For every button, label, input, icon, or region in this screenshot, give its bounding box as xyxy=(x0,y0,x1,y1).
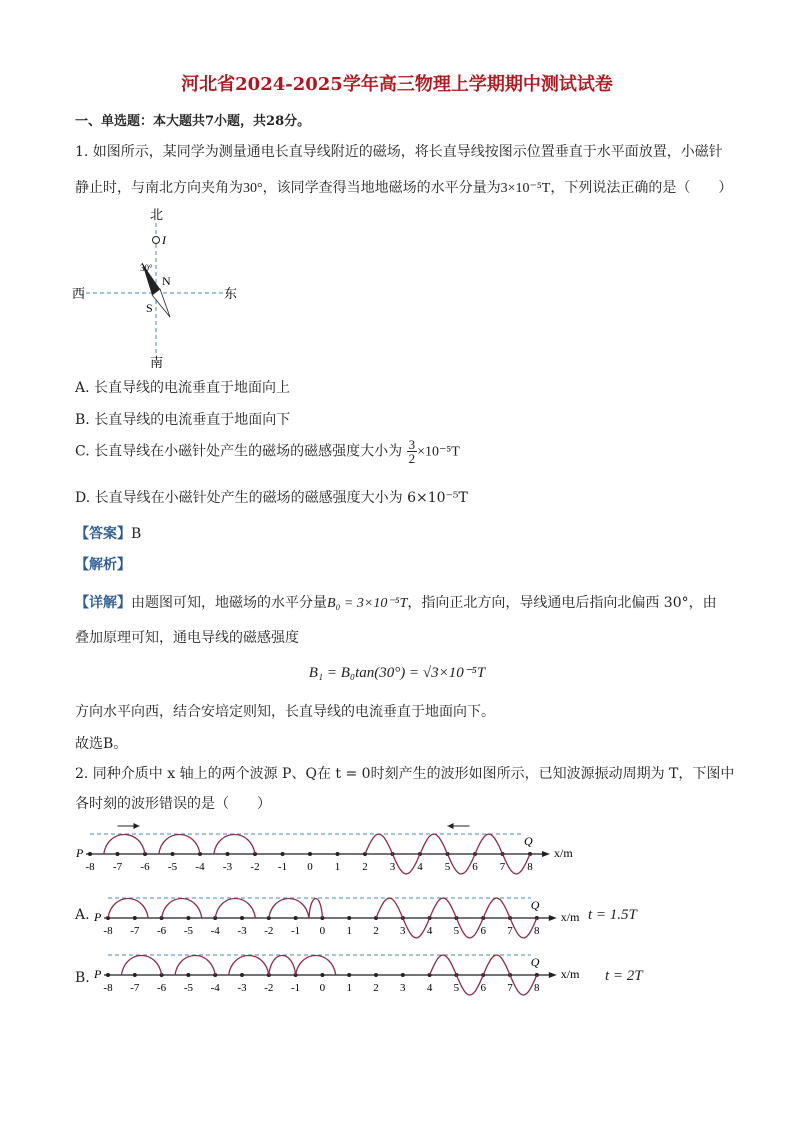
tick-label: 3 xyxy=(400,925,406,937)
tick-label: -3 xyxy=(237,982,247,994)
wave-crest-p xyxy=(162,899,202,919)
q2-option-a-time: t = 1.5T xyxy=(588,907,637,923)
wave-crest-p xyxy=(159,835,200,855)
tick-label: -1 xyxy=(277,861,288,873)
tick-label: 8 xyxy=(534,925,540,937)
x-axis-arrow-icon xyxy=(542,851,550,857)
answer-tag: 【答案】 xyxy=(75,526,131,542)
tick-dot xyxy=(281,852,285,856)
tick-label: -5 xyxy=(183,982,193,994)
wave-figure-t0 xyxy=(70,818,650,884)
section-heading: 一、单选题：本大题共7小题，共28分。 xyxy=(75,114,311,129)
x-axis-label: x/m xyxy=(560,967,580,981)
tick-label: 2 xyxy=(362,861,368,873)
label-east: 东 xyxy=(224,286,238,301)
wave-crest-p xyxy=(214,835,255,855)
tick-label: 5 xyxy=(453,982,460,994)
tick-label: 6 xyxy=(480,982,486,994)
analysis-heading xyxy=(75,555,131,575)
tick-label: 4 xyxy=(426,925,433,937)
tick-dot xyxy=(320,973,324,977)
tick-label: -8 xyxy=(103,925,113,937)
tick-label: 6 xyxy=(472,861,478,873)
q2-option-b: B. xyxy=(75,970,90,986)
propagation-arrowhead-icon xyxy=(448,823,454,829)
tick-label: -2 xyxy=(264,982,274,994)
source-p-label: P xyxy=(76,846,84,860)
tick-dot xyxy=(226,852,230,856)
tick-label: 7 xyxy=(507,982,513,994)
q1-detail-line1 xyxy=(75,593,717,614)
tick-label: 0 xyxy=(319,982,326,994)
tick-dot xyxy=(133,973,137,977)
tick-label: -7 xyxy=(130,925,140,937)
q1-angle: 30° xyxy=(243,181,263,196)
tick-label: 5 xyxy=(453,925,460,937)
source-q-label: Q xyxy=(524,834,533,848)
detail-text-1-tail: ，指向正北方向，导线通电后指向北偏西 30°，由 xyxy=(407,595,717,611)
tick-label: 1 xyxy=(334,861,341,873)
label-north: 北 xyxy=(150,207,164,222)
q1-stem-line2 xyxy=(75,178,732,199)
needle-angle-label: 30° xyxy=(140,263,153,273)
source-q-label: Q xyxy=(530,955,540,969)
tick-label: 1 xyxy=(346,982,352,994)
x-axis-label: x/m xyxy=(560,910,580,924)
tick-label: 2 xyxy=(373,925,379,937)
x-axis-arrow-icon xyxy=(549,972,557,978)
tick-label: -7 xyxy=(112,861,123,873)
tick-label: 0 xyxy=(307,861,313,873)
q1-option-c xyxy=(75,438,460,465)
source-q-label: Q xyxy=(530,898,540,912)
tick-label: 3 xyxy=(389,861,396,873)
tick-label: 8 xyxy=(534,982,540,994)
tick-label: -2 xyxy=(250,861,260,873)
q2-stem-line1: 2. 同种介质中 x 轴上的两个波源 P、Q在 t = 0时刻产生的波形如图所示，已知波源振动周期为 T，下图中 xyxy=(75,766,735,782)
tick-label: -1 xyxy=(291,982,301,994)
tick-label: -3 xyxy=(222,861,233,873)
q1-option-d: D. 长直导线在小磁针处产生的磁场的磁感强度大小为 6×10⁻⁵T xyxy=(75,490,468,506)
tick-dot xyxy=(294,916,298,920)
tick-dot xyxy=(88,852,92,856)
tick-label: -5 xyxy=(167,861,178,873)
source-p-label: P xyxy=(94,910,102,924)
q1-option-b: B. 长直导线的电流垂直于地面向下 xyxy=(75,412,291,428)
tick-dot xyxy=(106,973,110,977)
tick-label: -7 xyxy=(130,982,140,994)
tick-dot xyxy=(374,973,378,977)
fraction-denominator: 2 xyxy=(408,451,416,466)
wave-crest-p xyxy=(269,899,309,919)
needle-s-label: S xyxy=(146,301,153,315)
q1-option-c-text: C. 长直导线在小磁针处产生的磁场的磁感强度大小为 xyxy=(75,443,403,460)
q1-stem-line1: 1. 如图所示，某同学为测量通电长直导线附近的磁场，将长直导线按图示位置垂直于水平面放置，小磁针 xyxy=(75,144,723,160)
detail-text-1: 由题图可知，地磁场的水平分量 xyxy=(131,595,327,611)
tick-dot xyxy=(116,852,120,856)
q1-answer xyxy=(75,524,141,544)
tick-label: 5 xyxy=(444,861,451,873)
q1-detail-line2: 叠加原理可知，通电导线的磁感强度 xyxy=(75,630,299,646)
needle-south-icon xyxy=(152,289,170,317)
tick-label: 2 xyxy=(373,982,379,994)
tick-dot xyxy=(133,916,137,920)
wave-crest-p xyxy=(104,835,145,855)
propagation-arrowhead-icon xyxy=(134,823,140,829)
source-p-label: P xyxy=(94,967,102,981)
tick-dot xyxy=(347,973,351,977)
tick-dot xyxy=(171,852,175,856)
wave-crest-p xyxy=(229,956,269,976)
tick-dot xyxy=(186,916,190,920)
detail-b0-formula: B₀ = 3×10⁻⁵T xyxy=(327,596,408,611)
tick-dot xyxy=(240,916,244,920)
tick-label: -4 xyxy=(195,861,205,873)
wave-crest-p xyxy=(269,956,296,976)
tick-label: -1 xyxy=(291,925,301,937)
q1-compass-figure xyxy=(70,205,250,370)
label-west: 西 xyxy=(72,286,86,301)
answer-value: B xyxy=(131,526,142,542)
q1-stem-text-b: ，该同学查得当地地磁场的水平分量为 xyxy=(262,180,501,196)
q1-stem-text-c: ，下列说法正确的是（ ） xyxy=(550,180,733,196)
tick-label: -6 xyxy=(157,982,167,994)
q1-detail-line3: 方向水平向西，结合安培定则知，长直导线的电流垂直于地面向下。 xyxy=(75,704,495,720)
q1-detail-line4: 故选B。 xyxy=(75,736,128,752)
tick-dot xyxy=(401,973,405,977)
x-axis-label: x/m xyxy=(554,846,573,860)
detail-tag: 【详解】 xyxy=(75,595,131,611)
tick-label: -8 xyxy=(103,982,113,994)
wire-label: I xyxy=(162,233,166,247)
tick-label: 4 xyxy=(426,982,433,994)
wave-crest-p xyxy=(215,899,255,919)
tick-dot xyxy=(347,916,351,920)
tick-dot xyxy=(336,852,340,856)
tick-label: 3 xyxy=(400,982,406,994)
tick-dot xyxy=(186,973,190,977)
tick-dot xyxy=(308,852,312,856)
tick-label: 7 xyxy=(499,861,506,873)
tick-label: -2 xyxy=(264,925,274,937)
q1-option-c-fraction xyxy=(407,438,418,465)
tick-label: 4 xyxy=(417,861,423,873)
tick-label: -4 xyxy=(210,925,220,937)
wave-figure-b xyxy=(88,945,648,1011)
tick-label: 0 xyxy=(319,925,326,937)
page-title: 河北省2024-2025学年高三物理上学期期中测试试卷 xyxy=(181,74,613,95)
q2-option-b-time: t = 2T xyxy=(605,968,643,984)
tick-label: -6 xyxy=(140,861,150,873)
tick-label: -5 xyxy=(183,925,193,937)
q1-formula: B₁ = B₀tan(30°) = √3×10⁻⁵T xyxy=(308,665,486,681)
tick-label: 7 xyxy=(507,925,513,937)
wave-figure-a xyxy=(88,882,648,948)
q2-option-a: A. xyxy=(75,907,90,923)
tick-label: -6 xyxy=(157,925,167,937)
analysis-tag: 【解析】 xyxy=(75,557,131,573)
wire-icon xyxy=(153,237,160,244)
wave-crest-p xyxy=(108,899,148,919)
tick-label: 8 xyxy=(527,861,533,873)
wave-crest-p xyxy=(175,956,215,976)
wave-crest-p xyxy=(296,956,336,976)
tick-label: 1 xyxy=(346,925,352,937)
tick-label: -3 xyxy=(237,925,247,937)
q1-option-a: A. 长直导线的电流垂直于地面向上 xyxy=(75,380,291,396)
tick-label: -4 xyxy=(210,982,220,994)
label-south: 南 xyxy=(150,355,164,370)
q1-option-c-unit: ×10⁻⁵T xyxy=(417,444,460,460)
wave-crest-p xyxy=(309,899,322,919)
fraction-numerator: 3 xyxy=(408,437,416,452)
needle-n-label: N xyxy=(162,274,171,288)
q2-stem-line2: 各时刻的波形错误的是（ ） xyxy=(75,796,271,812)
q1-field-value: 3×10⁻⁵T xyxy=(500,181,551,196)
q1-stem-text-a: 静止时，与南北方向夹角为 xyxy=(75,180,243,196)
tick-dot xyxy=(240,973,244,977)
tick-label: 6 xyxy=(480,925,486,937)
x-axis-arrow-icon xyxy=(549,915,557,921)
tick-label: -8 xyxy=(85,861,95,873)
wave-crest-p xyxy=(121,956,161,976)
